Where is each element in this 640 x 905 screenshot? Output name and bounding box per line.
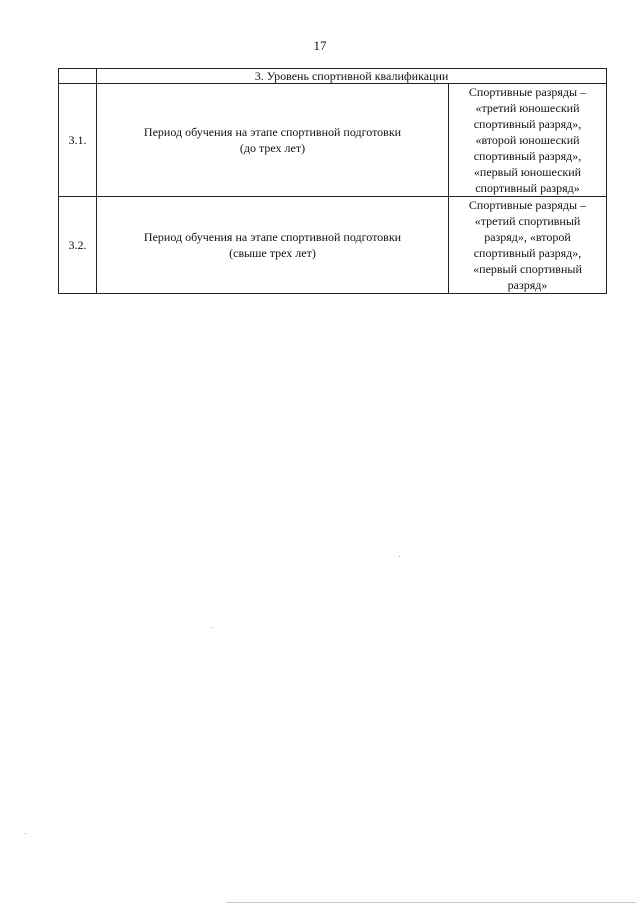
scan-speck (25, 833, 26, 834)
row-value-line: «первый спортивный (473, 262, 582, 276)
row-number: 3.1. (59, 84, 97, 197)
row-name-line: (до трех лет) (239, 141, 306, 155)
row-name-line: Период обучения на этапе спортивной подготовки (143, 230, 402, 244)
row-name-line: (свыше трех лет) (229, 246, 316, 260)
row-value-line: «третий юношеский (475, 101, 580, 115)
section-header-row (59, 69, 607, 84)
row-name (97, 197, 449, 294)
scan-edge-mark (226, 902, 636, 903)
row-value-line: «третий спортивный (474, 214, 581, 228)
table-row (59, 197, 607, 294)
page-number: 17 (313, 38, 327, 53)
row-value-line: разряд» (507, 278, 548, 292)
row-value-line: спортивный разряд» (475, 181, 580, 195)
row-value-line: «второй юношеский (475, 133, 580, 147)
row-value-line: спортивный разряд», (473, 117, 582, 131)
row-number: 3.2. (59, 197, 97, 294)
row-value-line: Спортивные разряды – (468, 198, 587, 212)
qualification-table (58, 68, 607, 294)
row-name (97, 84, 449, 197)
section-number-empty-cell (59, 69, 97, 84)
scan-speck (399, 556, 400, 557)
row-value (449, 197, 607, 294)
section-title: 3. Уровень спортивной квалификации (97, 69, 607, 84)
row-value-line: спортивный разряд», (473, 246, 582, 260)
row-value (449, 84, 607, 197)
table-row (59, 84, 607, 197)
row-value-line: спортивный разряд», (473, 149, 582, 163)
row-name-line: Период обучения на этапе спортивной подготовки (143, 125, 402, 139)
row-value-line: Спортивные разряды – (468, 85, 587, 99)
row-value-line: «первый юношеский (473, 165, 582, 179)
scan-speck (212, 627, 213, 628)
row-value-line: разряд», «второй (484, 230, 571, 244)
